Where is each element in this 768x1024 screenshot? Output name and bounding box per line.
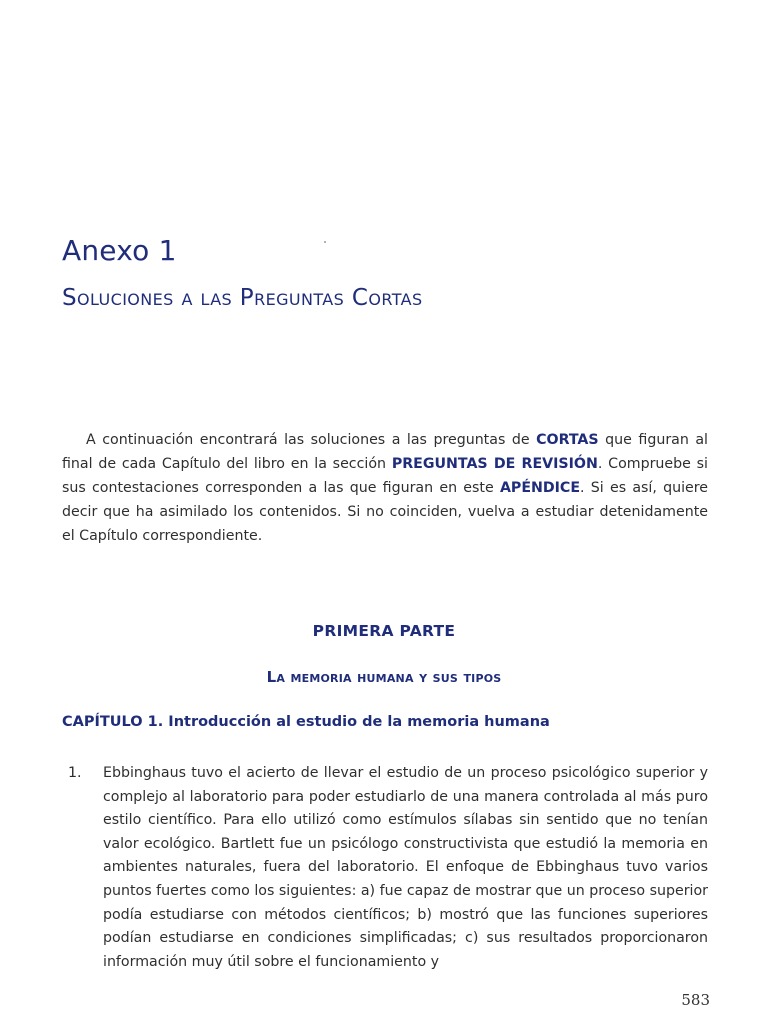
part-subtitle: La memoria humana y sus tipos — [266, 668, 502, 686]
intro-text-1: A continuación encontrará las soluciones a las preguntas de — [86, 432, 537, 448]
intro-keyword-preguntas-revision: PREGUNTAS DE REVISIÓN — [391, 456, 598, 472]
answer-text: Ebbinghaus tuvo el acierto de llevar el estudio de un proceso psicológico superior y complejo al laboratorio para poder estudiarlo de una manera controlada al más puro estilo científico. Para ello utilizó como estímulos sílabas sin sentido que no tenían valor ecológico. Bartlett fue un psicólogo constructivista que estudió la memoria en ambientes naturales, fuera del laboratorio. El enfoque de Ebbinghaus tuvo varios puntos fuertes como los siguientes: a) fue capaz de mostrar que un proceso superior podía estudiarse con métodos científicos; b) mostró que las funciones superiores podían estudiarse en condiciones simplificadas; c) sus resultados proporcionaron información muy útil sobre el funcionamiento y — [103, 765, 708, 970]
intro-text-4: . Si es así, quiere decir que ha asimilado los contenidos. Si no coinciden, vuelva a estudiar detenidamente el Capítulo correspondiente. — [62, 480, 708, 544]
intro-keyword-cortas: CORTAS — [536, 432, 599, 448]
intro-text-2: que figuran al final de cada Capítulo del libro en la sección — [62, 432, 708, 472]
answer-item — [62, 762, 708, 974]
chapter-title: CAPÍTULO 1. Introducción al estudio de la memoria humana — [62, 714, 550, 730]
page-number: 583 — [681, 991, 710, 1009]
part-title: PRIMERA PARTE — [312, 622, 456, 640]
intro-keyword-apendice: APÉNDICE — [499, 480, 581, 496]
annex-subtitle: Soluciones a las Preguntas Cortas — [62, 285, 423, 311]
scan-speck — [324, 241, 326, 243]
answer-number: 1. — [68, 765, 82, 781]
intro-text-3: . Compruebe si sus contestaciones corresponden a las que figuran en este — [62, 456, 708, 496]
annex-title: Anexo 1 — [62, 234, 177, 267]
intro-paragraph — [62, 428, 708, 548]
